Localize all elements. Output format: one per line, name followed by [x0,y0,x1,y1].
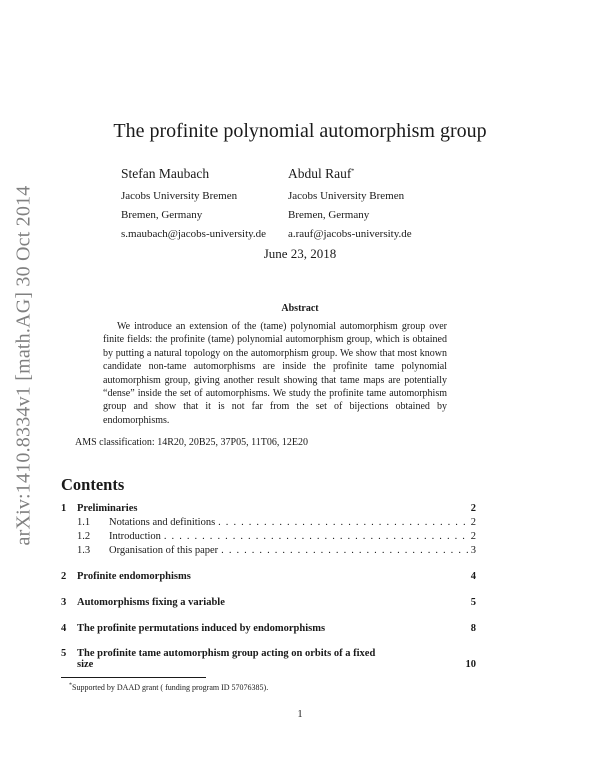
paper-title: The profinite polynomial automorphism group [113,120,487,142]
toc-entry-4[interactable]: 4 The profinite permutations induced by endomorphisms 8 [61,623,476,634]
paper-date: June 23, 2018 [263,246,337,261]
toc-entry-1-3[interactable]: 1.3 Organisation of this paper . . . 3 [61,545,476,556]
toc-title: Preliminaries [77,503,138,514]
page-number: 1 [297,709,303,720]
arxiv-stamp: arXiv:1410.8334v1 [math.AG] 30 Oct 2014 [12,185,35,545]
toc-entry-1-1[interactable]: 1.1 Notations and definitions . . . 2 [61,517,476,528]
toc-page: 2 [470,503,476,514]
author-email: a.rauf@jacobs-university.de [288,228,412,240]
abstract-text: We introduce an extension of the (tame) polynomial automorphism group over finite fields: the profinite (tame) polynomial automorphism group, which is obtained by putting a natural topology on the automorphism group. We show that most known candidate non-tame automorphisms are inside the profinite tame polynomial automorphism group, giving another result showing that tame maps are potentially “dense” inside the set of automorphisms. We study the profinite tame automorphism group and show that it is not far from the set of bijections obtained by endomorphisms. [103,321,447,426]
abstract-heading: Abstract [281,303,319,314]
author-block-2 [288,164,412,244]
footnote-rule [61,677,206,678]
author-name: Abdul Rauf* [288,166,355,181]
footnote-mark: * [351,168,355,175]
toc-entry-5[interactable]: 5 The profinite tame automorphism group acting on orbits of a fixed size 10 [61,648,476,670]
author-affiliation: Jacobs University Bremen [121,190,238,202]
footnote: *Supported by DAAD grant ( funding program ID 57076385). [69,682,269,692]
toc-entry-3[interactable]: 3 Automorphisms fixing a variable 5 [61,597,476,608]
author-location: Bremen, Germany [121,209,203,221]
author-email: s.maubach@jacobs-university.de [121,228,267,240]
author-location: Bremen, Germany [288,209,370,221]
toc-entry-1-2[interactable]: 1.2 Introduction . . . 2 [61,531,476,542]
toc-entry-2[interactable]: 2 Profinite endomorphisms 4 [61,571,476,582]
author-affiliation: Jacobs University Bremen [288,190,405,202]
author-block-1 [121,164,266,244]
toc-entry-1[interactable]: 1 Preliminaries 2 [61,503,476,514]
ams-classification: AMS classification: 14R20, 20B25, 37P05, 11T06, 12E20 [75,437,308,448]
contents-heading: Contents [61,475,125,494]
author-name: Stefan Maubach [121,166,210,181]
